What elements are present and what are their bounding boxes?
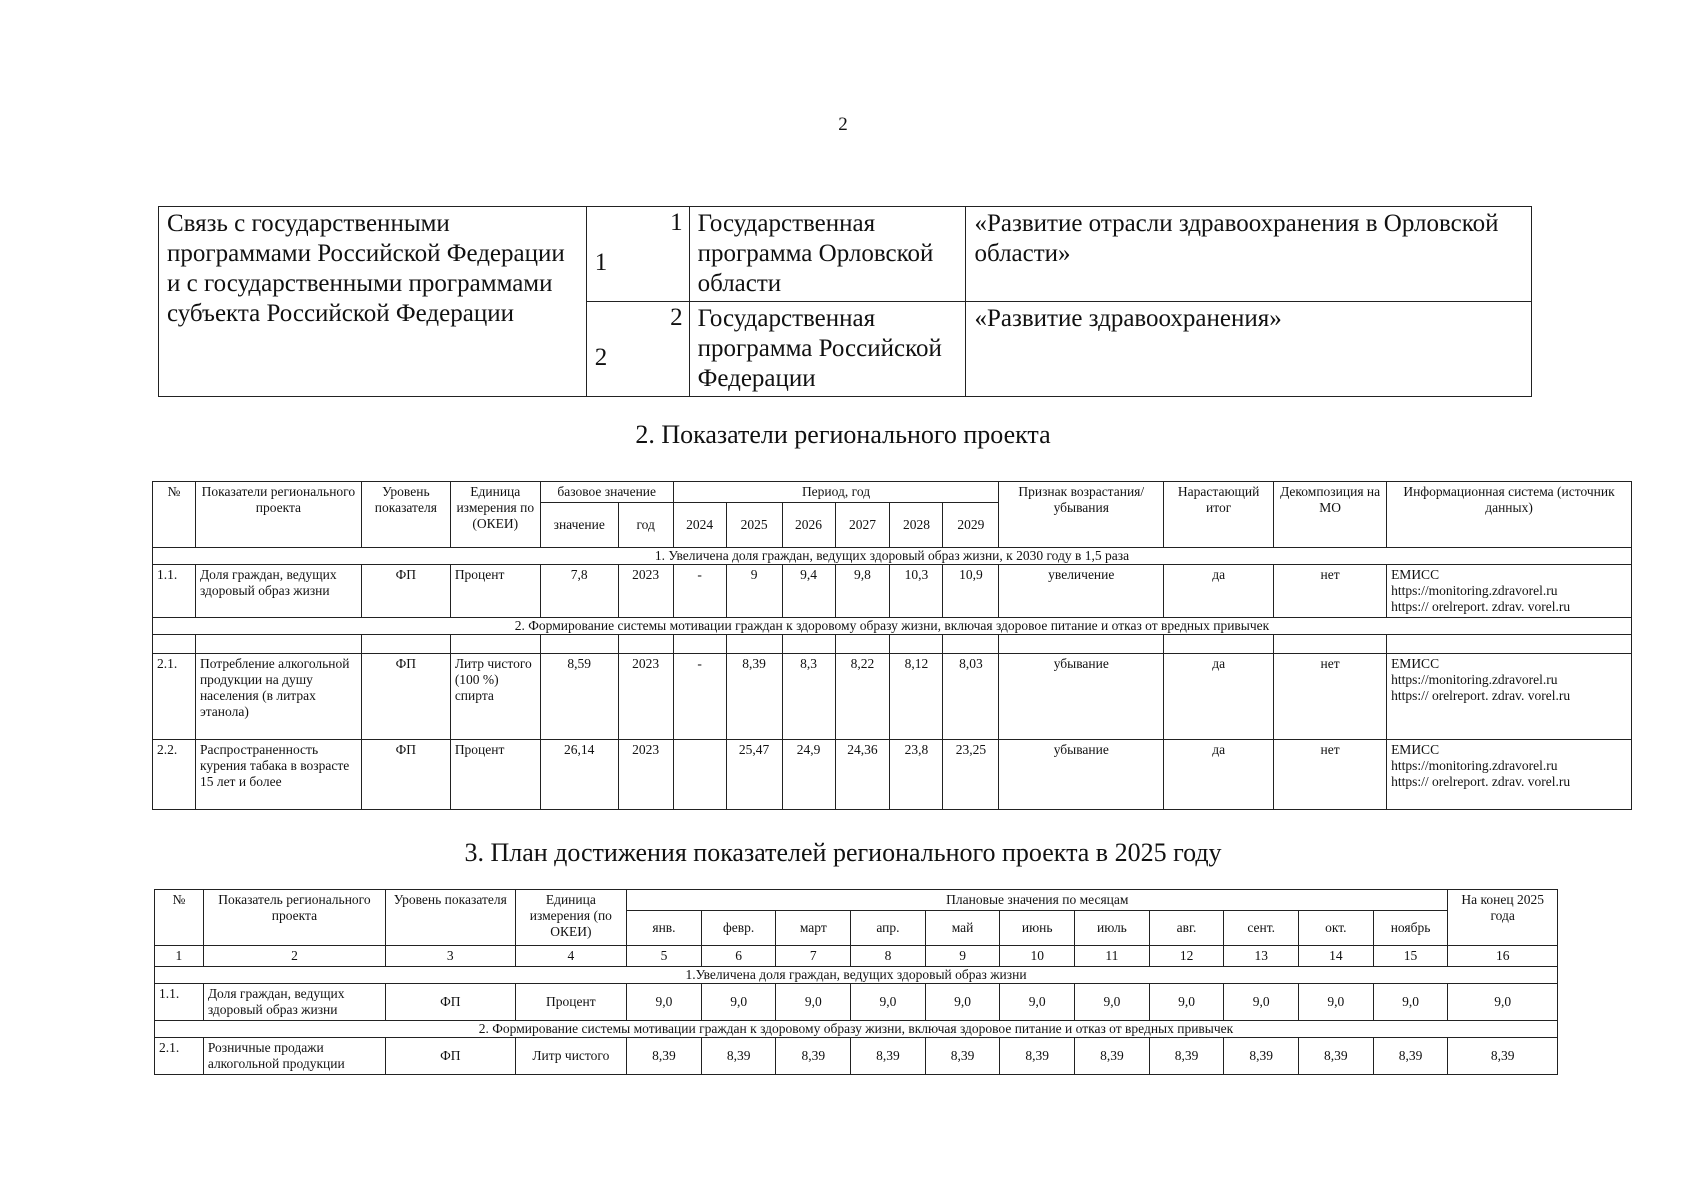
row-unit: Литр чистого (100 %) спирта [450,654,540,740]
column-number: 6 [701,946,776,967]
plan-col-unit-header: Единица измерения (по ОКЕИ) [515,890,627,946]
row-decomposition: нет [1274,740,1387,810]
row-indicator: Доля граждан, ведущих здоровый образ жизни [203,984,385,1021]
plan-month-header: июнь [1000,911,1075,946]
table-row [153,565,1632,618]
plan-month-header: май [925,911,1000,946]
col-num-header: № [153,482,196,548]
plan-col-monthly-header: Плановые значения по месяцам [627,890,1448,911]
column-number: 15 [1373,946,1448,967]
row-base-value: 8,59 [540,654,618,740]
row-indicator: Распространенность курения табака в возрасте 15 лет и более [195,740,361,810]
row-value-2029: 10,9 [943,565,999,618]
row-unit: Процент [515,984,627,1021]
column-number: 14 [1299,946,1374,967]
row-month-value: 8,39 [1000,1038,1075,1075]
col-decomposition-header: Декомпозиция на МО [1274,482,1387,548]
program-number-corner: 1 [670,209,683,236]
table-row [155,1038,1558,1075]
row-base-year: 2023 [618,740,673,810]
program-type: Государственная программа Орловской области [689,207,966,302]
row-trend: убывание [999,654,1164,740]
row-indicator: Доля граждан, ведущих здоровый образ жизни [195,565,361,618]
column-number: 11 [1075,946,1150,967]
program-number-cell [586,302,689,397]
column-number: 16 [1448,946,1558,967]
program-number: 1 [594,249,608,276]
column-number: 12 [1149,946,1224,967]
column-number: 5 [627,946,702,967]
row-unit: Процент [450,565,540,618]
plan-header-row [155,890,1558,911]
plan-col-level-header: Уровень показателя [386,890,515,946]
row-base-value: 26,14 [540,740,618,810]
program-number-cell [586,207,689,302]
row-value-2024 [673,740,726,810]
plan-col-end-header: На конец 2025 года [1448,890,1558,946]
links-label-cell: Связь с государственными программами Российской Федерации и с государственными программами субъекта Российской Федерации [159,207,587,397]
row-month-value: 9,0 [1299,984,1374,1021]
plan-month-header: сент. [1224,911,1299,946]
row-month-value: 9,0 [851,984,926,1021]
column-number: 7 [776,946,851,967]
plan-month-header: ноябрь [1373,911,1448,946]
row-value-2027: 8,22 [835,654,890,740]
col-info-system-header: Информационная система (источник данных) [1387,482,1632,548]
col-period-header: Период, год [673,482,999,503]
group-title-row [155,1021,1558,1038]
column-number: 10 [1000,946,1075,967]
group-title-row [155,967,1558,984]
program-name: «Развитие здравоохранения» [966,302,1532,397]
col-cumulative-header: Нарастающий итог [1164,482,1274,548]
col-year-header: 2027 [835,503,890,548]
row-unit: Процент [450,740,540,810]
group-title: 2. Формирование системы мотивации граждан к здоровому образу жизни, включая здоровое питание и отказ от вредных привычек [155,1021,1558,1038]
col-base-header: базовое значение [540,482,673,503]
info-system-name: ЕМИСС [1391,567,1440,582]
row-month-value: 8,39 [627,1038,702,1075]
row-value-2026: 9,4 [782,565,835,618]
row-value-2026: 24,9 [782,740,835,810]
program-number-corner: 2 [670,304,683,331]
indicators-table [152,481,1632,810]
row-decomposition: нет [1274,565,1387,618]
row-value-2029: 23,25 [943,740,999,810]
column-number: 9 [925,946,1000,967]
row-info-system [1387,565,1632,618]
info-system-link[interactable]: https:// orelreport. zdrav. vorel.ru [1391,688,1571,703]
row-month-value: 8,39 [1224,1038,1299,1075]
row-info-system [1387,740,1632,810]
indicators-header-row [153,482,1632,503]
info-system-link[interactable]: https:// orelreport. zdrav. vorel.ru [1391,599,1571,614]
info-system-name: ЕМИСС [1391,656,1440,671]
row-value-2028: 23,8 [890,740,943,810]
plan-month-header: янв. [627,911,702,946]
row-month-value: 8,39 [1373,1038,1448,1075]
row-base-year: 2023 [618,654,673,740]
plan-month-header: март [776,911,851,946]
row-cumulative: да [1164,565,1274,618]
col-unit-header: Единица измерения по (ОКЕИ) [450,482,540,548]
row-base-value: 7,8 [540,565,618,618]
row-month-value: 8,39 [851,1038,926,1075]
row-end-value: 9,0 [1448,984,1558,1021]
row-value-2026: 8,3 [782,654,835,740]
row-month-value: 9,0 [1373,984,1448,1021]
row-cumulative: да [1164,740,1274,810]
row-unit: Литр чистого [515,1038,627,1075]
group-title: 2. Формирование системы мотивации граждан к здоровому образу жизни, включая здоровое питание и отказ от вредных привычек [153,618,1632,635]
col-base-year-header: год [618,503,673,548]
column-number: 8 [851,946,926,967]
info-system-link[interactable]: https://monitoring.zdravorel.ru [1391,583,1558,598]
col-year-header: 2025 [726,503,782,548]
column-number: 1 [155,946,204,967]
section-3-title: 3. План достижения показателей регионального проекта в 2025 году [464,838,1222,867]
row-value-2024: - [673,654,726,740]
blank-row [153,635,1632,654]
col-level-header: Уровень показателя [361,482,450,548]
row-level: ФП [361,565,450,618]
row-num: 1.1. [155,984,204,1021]
row-month-value: 9,0 [925,984,1000,1021]
programs-links-row [159,207,1532,302]
row-month-value: 9,0 [1224,984,1299,1021]
row-base-year: 2023 [618,565,673,618]
row-value-2028: 8,12 [890,654,943,740]
row-level: ФП [361,654,450,740]
row-indicator: Розничные продажи алкогольной продукции [203,1038,385,1075]
row-value-2027: 24,36 [835,740,890,810]
plan-month-header: февр. [701,911,776,946]
info-system-link[interactable]: https://monitoring.zdravorel.ru [1391,672,1558,687]
col-year-header: 2026 [782,503,835,548]
column-number: 13 [1224,946,1299,967]
plan-month-header: июль [1075,911,1150,946]
row-level: ФП [361,740,450,810]
program-name: «Развитие отрасли здравоохранения в Орловской области» [966,207,1532,302]
column-number: 3 [386,946,515,967]
row-month-value: 9,0 [1149,984,1224,1021]
programs-links-table [158,206,1532,397]
group-title: 1.Увеличена доля граждан, ведущих здоровый образ жизни [155,967,1558,984]
row-month-value: 9,0 [701,984,776,1021]
row-info-system [1387,654,1632,740]
row-value-2025: 8,39 [726,654,782,740]
col-indicator-header: Показатели регионального проекта [195,482,361,548]
group-title-row [153,618,1632,635]
row-num: 2.2. [153,740,196,810]
monthly-plan-table [154,889,1558,1075]
row-cumulative: да [1164,654,1274,740]
col-base-value-header: значение [540,503,618,548]
info-system-name: ЕМИСС [1391,742,1440,757]
col-year-header: 2028 [890,503,943,548]
plan-month-header: апр. [851,911,926,946]
row-month-value: 8,39 [1149,1038,1224,1075]
row-month-value: 8,39 [925,1038,1000,1075]
row-month-value: 8,39 [776,1038,851,1075]
row-month-value: 8,39 [1299,1038,1374,1075]
plan-col-num-header: № [155,890,204,946]
row-month-value: 8,39 [1075,1038,1150,1075]
plan-month-header: авг. [1149,911,1224,946]
table-row [155,984,1558,1021]
row-value-2027: 9,8 [835,565,890,618]
table-row [153,654,1632,740]
row-month-value: 9,0 [1075,984,1150,1021]
plan-month-header: окт. [1299,911,1374,946]
row-num: 2.1. [155,1038,204,1075]
col-year-header: 2024 [673,503,726,548]
row-num: 2.1. [153,654,196,740]
row-end-value: 8,39 [1448,1038,1558,1075]
row-month-value: 9,0 [627,984,702,1021]
row-level: ФП [386,984,515,1021]
row-value-2025: 25,47 [726,740,782,810]
column-number: 2 [203,946,385,967]
page-number: 2 [838,114,848,135]
row-decomposition: нет [1274,654,1387,740]
table-row [153,740,1632,810]
program-number: 2 [594,344,608,371]
group-title-row [153,548,1632,565]
group-title: 1. Увеличена доля граждан, ведущих здоровый образ жизни, к 2030 году в 1,5 раза [153,548,1632,565]
column-number: 4 [515,946,627,967]
row-trend: увеличение [999,565,1164,618]
row-value-2024: - [673,565,726,618]
row-level: ФП [386,1038,515,1075]
row-value-2028: 10,3 [890,565,943,618]
plan-col-indicator-header: Показатель регионального проекта [203,890,385,946]
row-value-2025: 9 [726,565,782,618]
column-numbers-row [155,946,1558,967]
col-year-header: 2029 [943,503,999,548]
info-system-link[interactable]: https://monitoring.zdravorel.ru [1391,758,1558,773]
row-month-value: 8,39 [701,1038,776,1075]
row-value-2029: 8,03 [943,654,999,740]
row-indicator: Потребление алкогольной продукции на душу населения (в литрах этанола) [195,654,361,740]
row-trend: убывание [999,740,1164,810]
row-month-value: 9,0 [1000,984,1075,1021]
section-2-title: 2. Показатели регионального проекта [635,420,1051,449]
col-trend-header: Признак возрастания/убывания [999,482,1164,548]
info-system-link[interactable]: https:// orelreport. zdrav. vorel.ru [1391,774,1571,789]
row-month-value: 9,0 [776,984,851,1021]
program-type: Государственная программа Российской Федерации [689,302,966,397]
row-num: 1.1. [153,565,196,618]
